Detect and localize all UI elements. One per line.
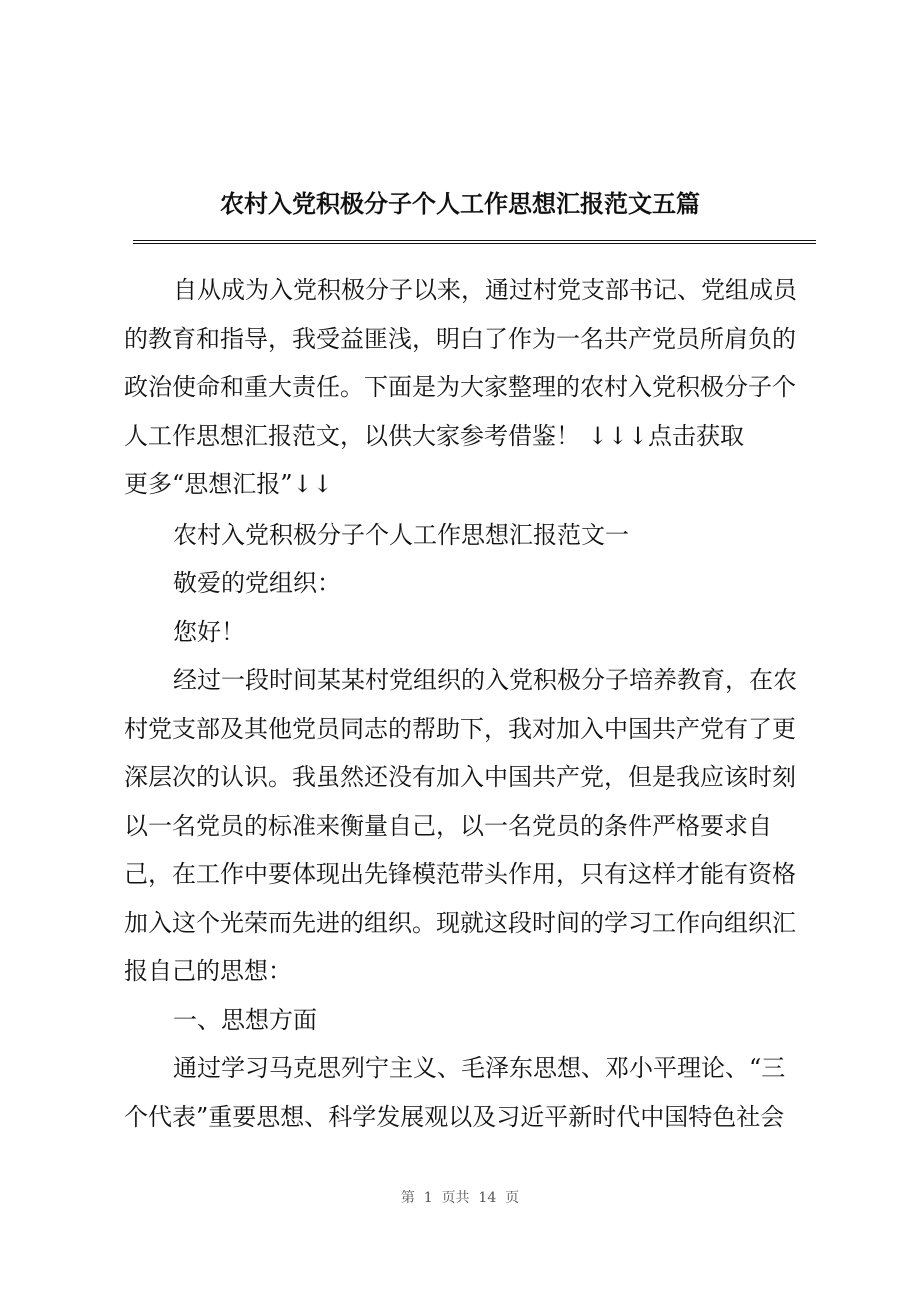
paragraph-line: 己，在工作中要体现出先锋模范带头作用，只有这样才能有资格: [124, 860, 796, 888]
subheading: 一、思想方面: [173, 1005, 317, 1034]
intro-line: 人工作思想汇报范文，以供大家参考借鉴！ ↓↓↓点击获取: [124, 421, 744, 450]
greeting: 您好！: [173, 617, 245, 646]
page-number-footer: 第 1 页共 14 页: [400, 1190, 520, 1206]
intro-line: 的教育和指导，我受益匪浅，明白了作为一名共产党员所肩负的: [124, 324, 796, 353]
paragraph-line: 通过学习马克思列宁主义、毛泽东思想、邓小平理论、“三: [173, 1054, 786, 1082]
paragraph-line: 深层次的认识。我虽然还没有加入中国共产党，但是我应该时刻: [124, 763, 796, 791]
intro-line: 更多“思想汇报”↓↓: [124, 470, 333, 498]
paragraph-line: 加入这个光荣而先进的组织。现就这段时间的学习工作向组织汇: [124, 908, 796, 937]
intro-line: 自从成为入党积极分子以来，通过村党支部书记、党组成员: [173, 276, 797, 304]
paragraph-line: 村党支部及其他党员同志的帮助下，我对加入中国共产党有了更: [124, 714, 796, 743]
document-title: 农村入党积极分子个人工作思想汇报范文五篇: [220, 189, 700, 218]
section-heading: 农村入党积极分子个人工作思想汇报范文一: [173, 520, 629, 549]
salutation: 敬爱的党组织：: [173, 569, 341, 597]
paragraph-line: 以一名党员的标准来衡量自己，以一名党员的条件严格要求自: [124, 811, 772, 840]
paragraph-line: 个代表”重要思想、科学发展观以及习近平新时代中国特色社会: [124, 1102, 785, 1131]
document-body: [124, 266, 814, 1141]
title-double-rule: [133, 240, 816, 244]
paragraph-line: 报自己的思想：: [124, 957, 292, 985]
intro-line: 政治使命和重大责任。下面是为大家整理的农村入党积极分子个: [124, 373, 796, 401]
paragraph-line: 经过一段时间某某村党组织的入党积极分子培养教育，在农: [173, 666, 797, 694]
